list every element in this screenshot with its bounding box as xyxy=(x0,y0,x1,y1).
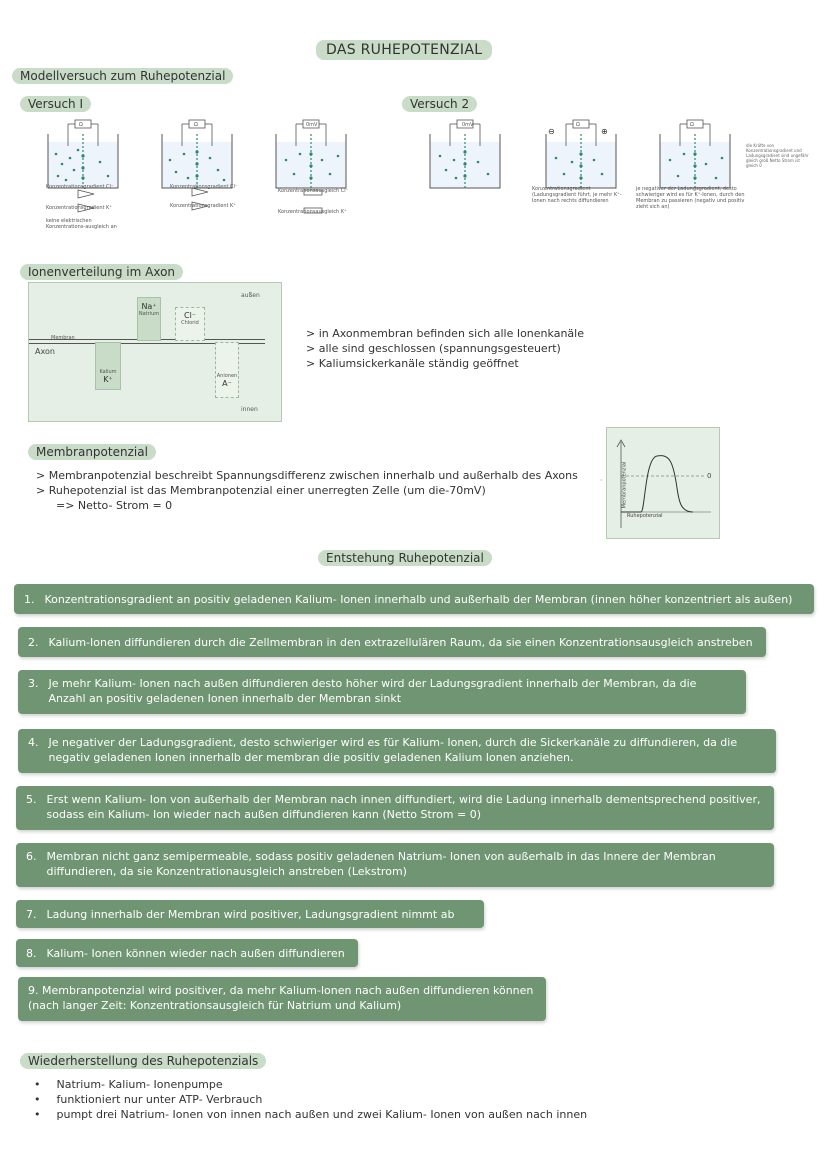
a-name: Anionen xyxy=(216,373,238,379)
step-text: Erst wenn Kalium- Ion von außerhalb der Membran nach innen diffundiert, wird die Ladung innerhalb dementsprechend positiver, sodass ein Kalium- Ion wieder nach außen diffundieren kann (Netto Strom = 0) xyxy=(46,793,761,821)
beaker-3 xyxy=(276,120,346,188)
cl-bar xyxy=(175,307,205,341)
step-number: 5. xyxy=(26,793,37,806)
step-text: 9. Membranpotenzial wird positiver, da mehr Kalium-Ionen nach außen diffundieren können (nach langer Zeit: Konzentrationsausgleich für Natrium und Kalium) xyxy=(28,984,534,1012)
b6-side-note: die Kräfte von Konzentrationsgradient und Ladungsgradient sind ungefähr gleich groß Netto Strom ist gleich 0 xyxy=(746,143,809,168)
entstehung-heading: Entstehung Ruhepotenzial xyxy=(318,550,492,566)
cl-name: Chlorid xyxy=(181,320,199,326)
na-symbol: Na⁺ xyxy=(141,302,157,311)
meter-4: 0mV xyxy=(462,122,474,128)
b1-label-1: Konzentrationsgradient Cl⁻ xyxy=(46,184,114,190)
k-bar xyxy=(95,342,121,390)
wiederherstellung-list xyxy=(34,1077,587,1122)
step-card xyxy=(18,627,766,657)
meter-5: Ω xyxy=(576,122,580,128)
membrane-line-3: => Netto- Strom = 0 xyxy=(56,499,173,512)
axon-bullet: > alle sind geschlossen (spannungsgesteuert) xyxy=(306,342,561,355)
plus-sign: ⊕ xyxy=(601,127,608,136)
k-name: Kalium xyxy=(99,369,117,375)
versuch1-label: Versuch I xyxy=(20,96,91,112)
b6-text: je negativer der Ladungsgradient, desto schwieriger wird es für K⁺-Ionen, durch den Membran zu passieren (negativ und positiv zieht sich an) xyxy=(636,186,745,210)
meter-2: Ω xyxy=(194,122,198,128)
step-card xyxy=(16,786,774,830)
membrane-line-1: > Membranpotenzial beschreibt Spannungsdifferenz zwischen innerhalb und außerhalb des Axons xyxy=(36,469,578,482)
versuch2-label: Versuch 2 xyxy=(402,96,477,112)
b3-label-1: Konzentrationsausgleich Cl⁻ xyxy=(278,188,349,194)
membrane-label: Membran xyxy=(51,335,75,341)
step-text: Ladung innerhalb der Membran wird positiver, Ladungsgradient nimmt ab xyxy=(46,907,455,921)
b5-text: Konzentrationsgradient (Ladungsgradient führt, je mehr K⁺-Ionen nach rechts diffundieren xyxy=(532,186,622,204)
step-card xyxy=(18,729,776,773)
beaker-4 xyxy=(430,120,500,188)
step-number: 7. xyxy=(26,907,37,921)
meter-3: 0mV xyxy=(306,122,318,128)
axon-heading: Ionenverteilung im Axon xyxy=(20,264,183,280)
step-card xyxy=(16,843,774,887)
axon-bullet: > Kaliumsickerkanäle ständig geöffnet xyxy=(306,357,519,370)
wiederherstellung-heading: Wiederherstellung des Ruhepotenzials xyxy=(20,1053,266,1069)
minus-sign: ⊖ xyxy=(548,127,555,136)
axon-diagram xyxy=(28,282,282,422)
inside-label: innen xyxy=(241,406,258,413)
step-number: 6. xyxy=(26,850,37,863)
k-symbol: K⁺ xyxy=(103,375,113,384)
axon-bullets xyxy=(306,326,584,371)
list-item: • pumpt drei Natrium- Ionen von innen nach außen und zwei Kalium- Ionen von außen nach innen xyxy=(34,1107,587,1122)
beaker-1 xyxy=(48,120,118,188)
step-card xyxy=(16,939,358,967)
step-text: Membran nicht ganz semipermeable, sodass positiv geladenen Natrium- Ionen von außerhalb in das Innere der Membran diffundieren, da sie Konzentrationausgleich anstreben (Lekstrom) xyxy=(46,850,716,878)
b1-label-2: Konzentrationsgradient K⁺ xyxy=(46,205,112,211)
model-heading: Modellversuch zum Ruhepotenzial xyxy=(12,68,233,84)
membrane-heading: Membranpotenzial xyxy=(28,444,156,460)
membrane-text xyxy=(36,468,578,513)
na-name: Natrium xyxy=(138,311,160,317)
step-number: 1. xyxy=(24,592,35,606)
graph-zero-label: 0 xyxy=(707,472,712,480)
step-text: Kalium- Ionen können wieder nach außen diffundieren xyxy=(46,946,345,960)
b2-label-2: Konzentrationsgradient K⁺ xyxy=(170,203,236,209)
page-title: DAS RUHEPOTENZIAL xyxy=(316,40,492,60)
step-card xyxy=(18,977,546,1021)
step-number: 2. xyxy=(28,635,39,649)
step-number: 8. xyxy=(26,946,37,960)
step-card xyxy=(16,900,484,928)
meter-6: Ω xyxy=(690,122,694,128)
step-text: Je mehr Kalium- Ionen nach außen diffundieren desto höher wird der Ladungsgradient innerhalb der Membran, da die Anzahl an positiv geladenen Ionen innerhalb der Membran sinkt xyxy=(48,677,697,705)
beaker-6 xyxy=(660,120,730,188)
axon-bullet: > in Axonmembran befinden sich alle Ionenkanäle xyxy=(306,327,584,340)
b3-label-2: Konzentrationsausgleich K⁺ xyxy=(278,209,347,215)
graph-baseline-label: Ruhepotenzial xyxy=(627,513,663,519)
step-text: Kalium-Ionen diffundieren durch die Zellmembran in den extrazellulären Raum, da sie einen Konzentrationsausgleich anstreben xyxy=(48,635,753,649)
a-symbol: A⁻ xyxy=(222,379,232,388)
graph-y-label: Membranpotenzial xyxy=(621,461,628,509)
a-bar xyxy=(215,342,239,398)
list-item: • funktioniert nur unter ATP- Verbrauch xyxy=(34,1092,587,1107)
meter-1: Ω xyxy=(79,122,83,128)
step-card xyxy=(14,584,814,614)
potential-graph xyxy=(606,427,720,539)
beaker-diagrams xyxy=(0,110,828,230)
step-card xyxy=(18,670,746,714)
step-text: Je negativer der Ladungsgradient, desto schwieriger wird es für Kalium- Ionen, durch die Sickerkanäle zu diffundieren, da die negativ geladenen Ionen innerhalb der membran die positiv geladenen Kalium Ionen anziehen. xyxy=(48,736,738,764)
step-text: Konzentrationsgradient an positiv geladenen Kalium- Ionen innerhalb und außerhalb der Membran (innen höher konzentriert als außen) xyxy=(44,592,793,606)
membrane-line-2: > Ruhepotenzial ist das Membranpotenzial einer unerregten Zelle (um die-70mV) xyxy=(36,484,486,497)
step-number: 4. xyxy=(28,736,39,749)
beaker-2 xyxy=(162,120,232,188)
cl-symbol: Cl⁻ xyxy=(183,311,197,320)
step-number: 3. xyxy=(28,677,39,690)
b2-label-1: Konzentrationsgradient Cl⁻ xyxy=(170,184,238,190)
axon-label: Axon xyxy=(35,347,55,356)
outside-label: außen xyxy=(241,292,260,299)
na-bar xyxy=(137,297,161,341)
b1-note: keine elektrischen Konzentrations-ausgleich an xyxy=(46,218,117,230)
list-item: • Natrium- Kalium- Ionenpumpe xyxy=(34,1077,587,1092)
